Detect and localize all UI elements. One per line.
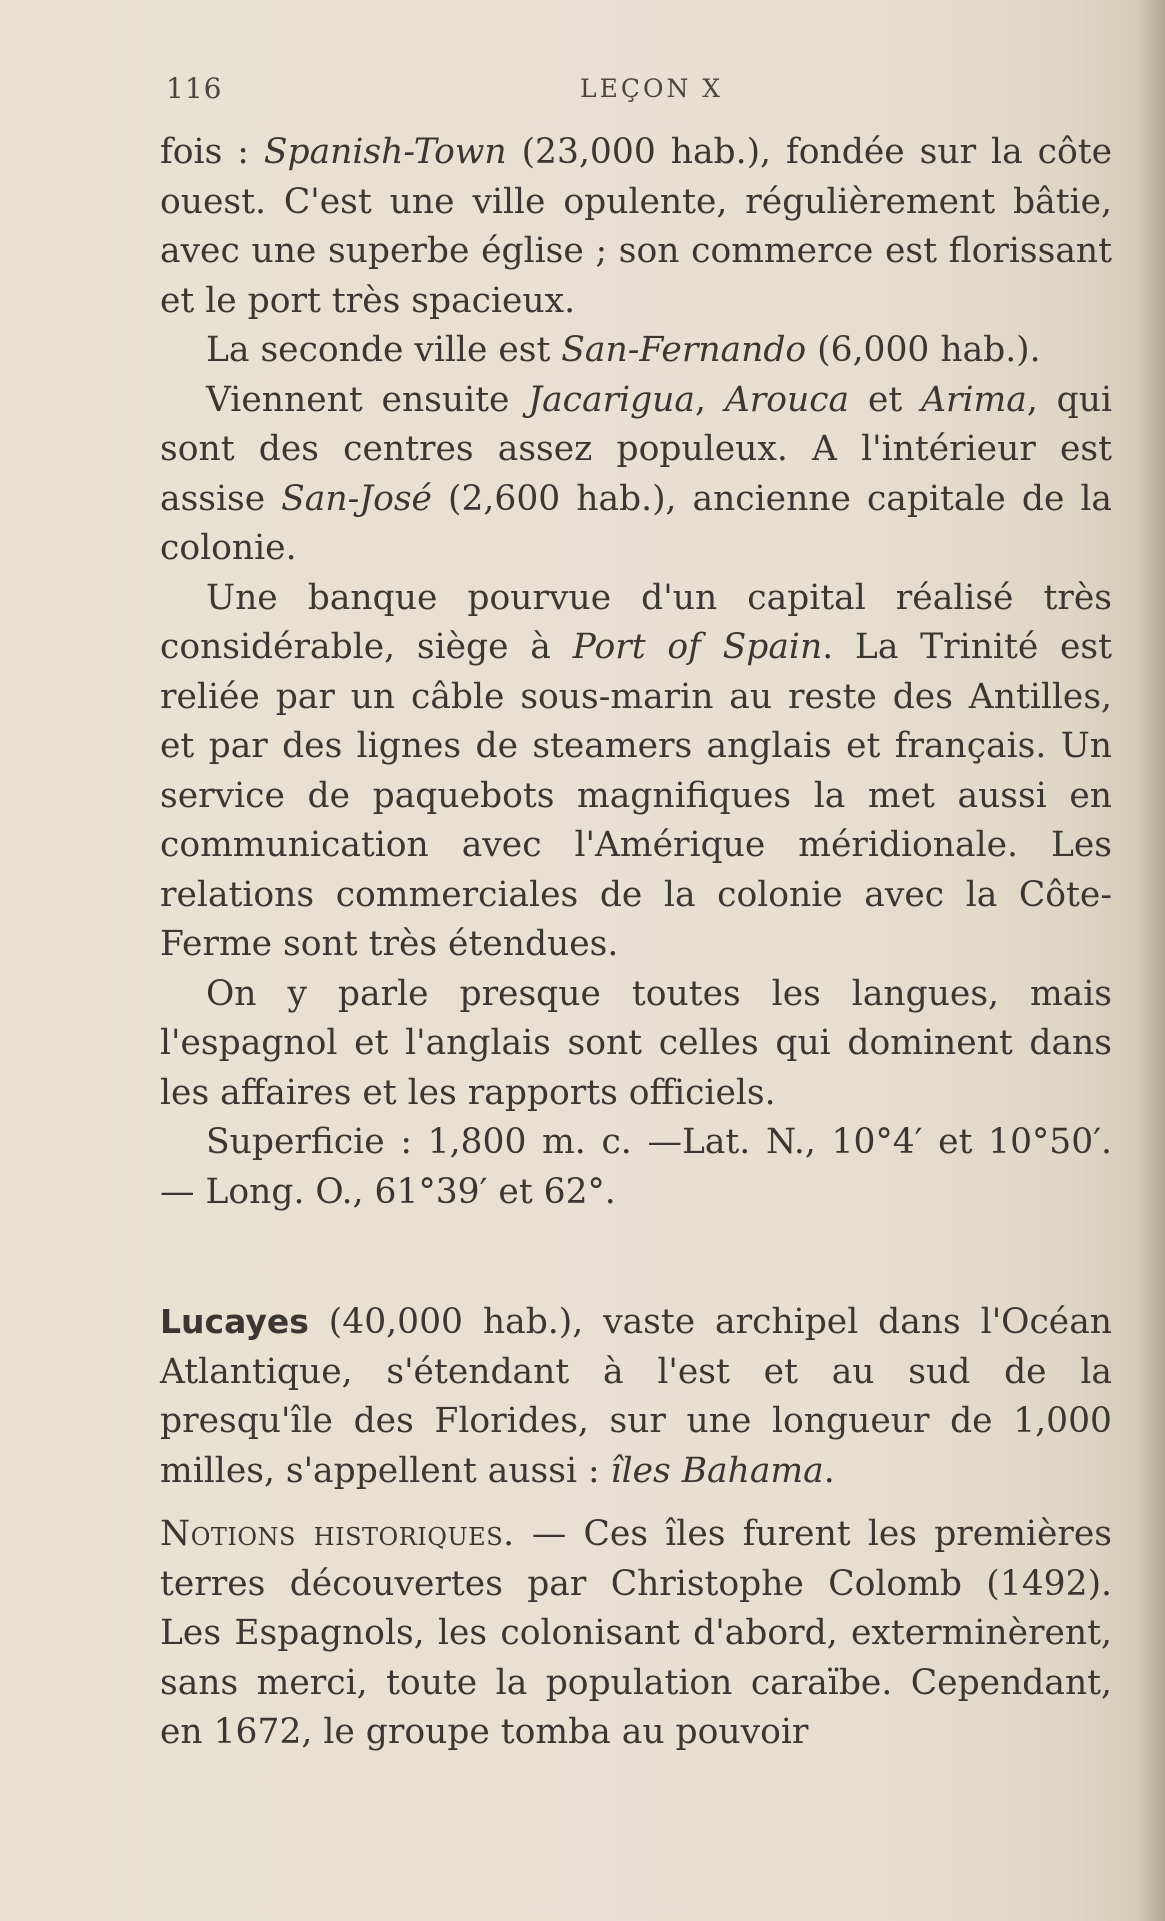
text-run: (2,600 hab.), ancienne capitale de la colonie. bbox=[160, 478, 1112, 568]
place-name: Arouca bbox=[724, 379, 850, 420]
paragraph-spanish-town bbox=[160, 128, 1112, 326]
paragraph-other-towns bbox=[160, 376, 1112, 574]
place-name: îles Bahama bbox=[610, 1450, 824, 1491]
section-title-lucayes: Lucayes bbox=[160, 1302, 309, 1341]
place-name: Jacarigua bbox=[528, 379, 695, 420]
paragraph-banque bbox=[160, 574, 1112, 970]
page-body bbox=[160, 128, 1112, 1758]
page-edge-shadow bbox=[1137, 0, 1165, 1921]
text-run: et bbox=[849, 379, 922, 420]
notions-heading: Notions historiques. bbox=[160, 1514, 515, 1554]
paragraph-superficie: Superficie : 1,800 m. c. —Lat. N., 10°4′ et 10°50′. — Long. O., 61°39′ et 62°. bbox=[160, 1122, 1112, 1212]
text-run: . bbox=[823, 1450, 835, 1491]
text-run: fois : bbox=[160, 132, 264, 172]
place-name: San-Fernando bbox=[561, 330, 807, 370]
text-run: , qui sont des centres assez populeux. A l'intérieur est assise bbox=[160, 379, 1113, 519]
text-run: (23,000 hab.), fondée sur la côte ouest. C'est une ville opulente, régulièrement bâtie, avec une superbe église ; son commerce est florissant et le port très spacieux. bbox=[160, 132, 1112, 321]
text-run: La seconde ville est bbox=[206, 330, 562, 370]
text-run: (40,000 hab.), vaste archipel dans l'Océan Atlantique, s'étendant à l'est et au sud de la presqu'île des Florides, sur une longueur de 1,000 milles, s'appellent aussi : bbox=[160, 1302, 1112, 1491]
page-header bbox=[160, 72, 1110, 112]
paragraph-san-fernando bbox=[160, 326, 1112, 376]
place-name: San-José bbox=[281, 478, 432, 519]
page-number: 116 bbox=[166, 72, 223, 105]
paragraph-notions-historiques bbox=[160, 1510, 1112, 1758]
text-run: (6,000 hab.). bbox=[806, 330, 1041, 370]
paragraph-langues: On y parle presque toutes les langues, mais l'espagnol et l'anglais sont celles qui dominent dans les affaires et les rapports officiels. bbox=[160, 973, 1112, 1113]
text-run: Viennent ensuite bbox=[206, 379, 529, 420]
text-run: — Ces îles furent les premières terres découvertes par Christophe Colomb (1492). Les Espagnols, les colonisant d'abord, exterminèrent, sans merci, toute la population caraïbe. Cependant, en 1672, le groupe tomba au pouvoir bbox=[160, 1514, 1113, 1752]
place-name: Arima bbox=[921, 379, 1027, 420]
place-name: Spanish-Town bbox=[263, 132, 507, 172]
text-run: . La Trinité est reliée par un câble sous-marin au reste des Antilles, et par des lignes de steamers anglais et français. Un service de paquebots magnifiques la met aussi en communication avec l'Amérique méridionale. Les relations commerciales de la colonie avec la Côte-Ferme sont très étendues. bbox=[160, 627, 1112, 964]
running-head: LEÇON X bbox=[580, 74, 724, 103]
text-run: , bbox=[694, 379, 725, 420]
place-name: Port of Spain bbox=[572, 627, 823, 667]
text-run: Une banque pourvue d'un capital réalisé très considérable, siège à bbox=[160, 577, 1112, 667]
paragraph-lucayes bbox=[160, 1297, 1112, 1496]
